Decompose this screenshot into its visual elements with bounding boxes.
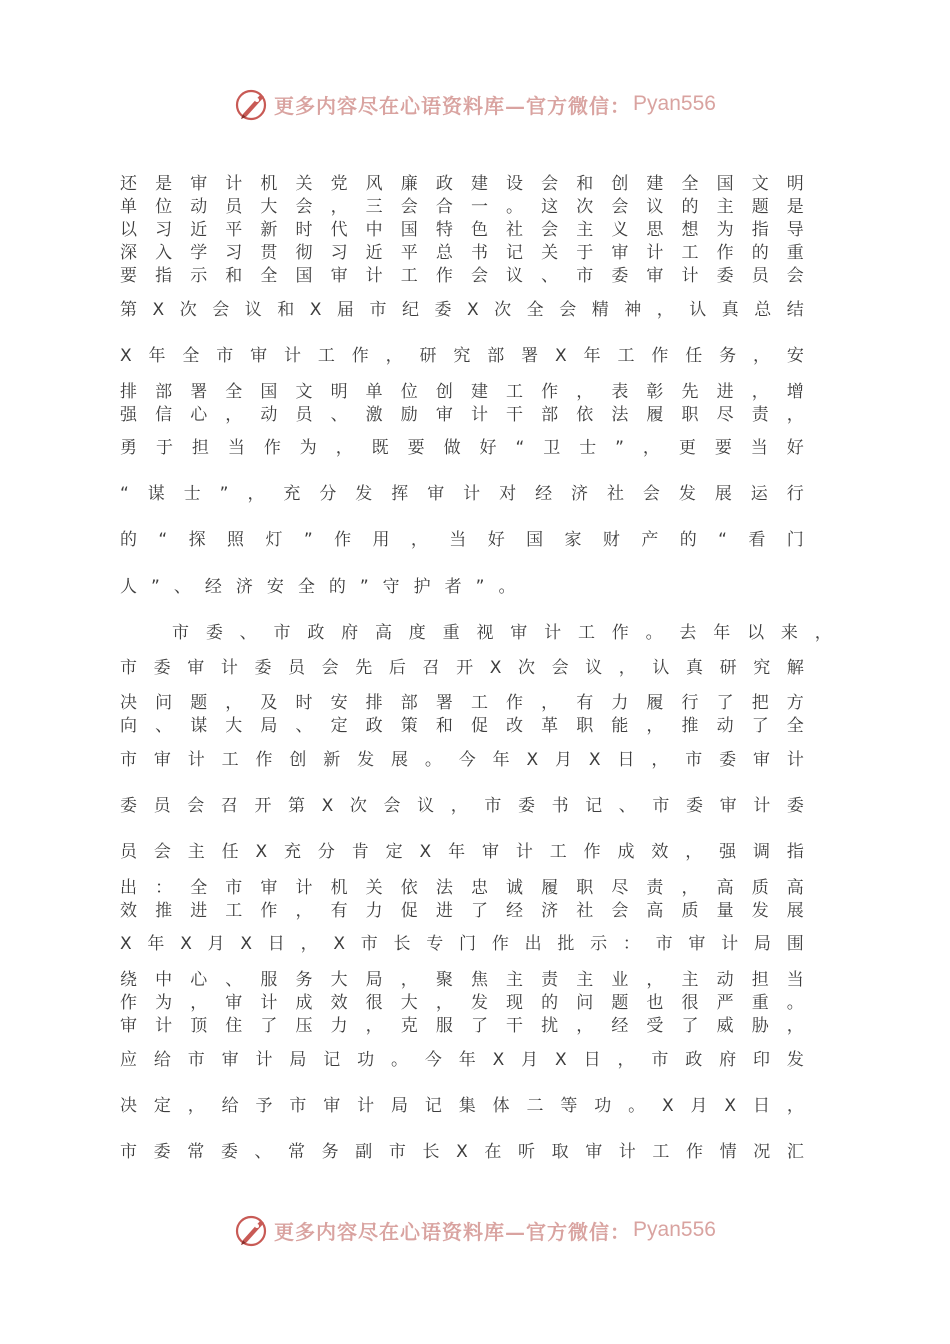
text-line: 决 问 题 ， 及 时 安 排 部 署 工 作 ， 有 力 履 行 了 把 方 bbox=[120, 693, 804, 713]
text-line: “ 谋 士 ” ， 充 分 发 挥 审 计 对 经 济 社 会 发 展 运 行 bbox=[120, 484, 804, 504]
text-line: 勇 于 担 当 作 为 ， 既 要 做 好 “ 卫 士 ” ， 更 要 当 好 bbox=[120, 438, 804, 458]
text-line: 单 位 动 员 大 会 ， 三 会 合 一 。 这 次 会 议 的 主 题 是 bbox=[120, 197, 804, 217]
text-line: 市 审 计 工 作 创 新 发 展 。 今 年 X 月 X 日 ， 市 委 审 计 bbox=[120, 750, 804, 770]
text-line: X 年 全 市 审 计 工 作 ， 研 究 部 署 X 年 工 作 任 务 ， 安 bbox=[120, 346, 804, 366]
text-line: 市 委 常 委 、 常 务 副 市 长 X 在 听 取 审 计 工 作 情 况 汇 bbox=[120, 1142, 804, 1162]
watermark-text: 更多内容尽在心语资料库—官方微信： bbox=[274, 1219, 632, 1244]
text-line: 第 X 次 会 议 和 X 届 市 纪 委 X 次 全 会 精 神 ， 认 真 总 结 bbox=[120, 300, 804, 320]
watermark-text: 更多内容尽在心语资料库—官方微信： bbox=[274, 93, 632, 118]
text-line: 市 委 审 计 委 员 会 先 后 召 开 X 次 会 议 ， 认 真 研 究 解 bbox=[120, 658, 804, 678]
text-line: 决 定 ， 给 予 市 审 计 局 记 集 体 二 等 功 。 X 月 X 日 ， bbox=[120, 1096, 804, 1116]
text-line: 人 ” 、 经 济 安 全 的 ” 守 护 者 ” 。 bbox=[120, 577, 516, 597]
text-line: 出 ： 全 市 审 计 机 关 依 法 忠 诚 履 职 尽 责 ， 高 质 高 bbox=[120, 878, 804, 898]
watermark-id: Pyan556 bbox=[633, 1218, 716, 1241]
text-line: 强 信 心 ， 动 员 、 激 励 审 计 干 部 依 法 履 职 尽 责 ， bbox=[120, 405, 804, 425]
text-line: 市 委 、 市 政 府 高 度 重 视 审 计 工 作 。 去 年 以 来 ， bbox=[172, 623, 832, 643]
text-line: 的 “ 探 照 灯 ” 作 用 ， 当 好 国 家 财 产 的 “ 看 门 bbox=[120, 530, 804, 550]
text-line: 委 员 会 召 开 第 X 次 会 议 ， 市 委 书 记 、 市 委 审 计 委 bbox=[120, 796, 804, 816]
text-line: X 年 X 月 X 日 ， X 市 长 专 门 作 出 批 示 ： 市 审 计 局 围 bbox=[120, 934, 804, 954]
text-line: 排 部 署 全 国 文 明 单 位 创 建 工 作 ， 表 彰 先 进 ， 增 bbox=[120, 382, 804, 402]
text-line: 效 推 进 工 作 ， 有 力 促 进 了 经 济 社 会 高 质 量 发 展 bbox=[120, 901, 804, 921]
text-line: 员 会 主 任 X 充 分 肯 定 X 年 审 计 工 作 成 效 ， 强 调 指 bbox=[120, 842, 804, 862]
text-line: 向 、 谋 大 局 、 定 政 策 和 促 改 革 职 能 ， 推 动 了 全 bbox=[120, 716, 804, 736]
text-line: 还 是 审 计 机 关 党 风 廉 政 建 设 会 和 创 建 全 国 文 明 bbox=[120, 174, 804, 194]
text-line: 应 给 市 审 计 局 记 功 。 今 年 X 月 X 日 ， 市 政 府 印 发 bbox=[120, 1050, 804, 1070]
text-line: 作 为 ， 审 计 成 效 很 大 ， 发 现 的 问 题 也 很 严 重 。 bbox=[120, 993, 804, 1013]
watermark-id: Pyan556 bbox=[633, 92, 716, 115]
text-line: 以 习 近 平 新 时 代 中 国 特 色 社 会 主 义 思 想 为 指 导 bbox=[120, 220, 804, 240]
text-line: 绕 中 心 、 服 务 大 局 ， 聚 焦 主 责 主 业 ， 主 动 担 当 bbox=[120, 970, 804, 990]
text-line: 审 计 顶 住 了 压 力 ， 克 服 了 干 扰 ， 经 受 了 威 胁 ， bbox=[120, 1016, 804, 1036]
text-line: 要 指 示 和 全 国 审 计 工 作 会 议 、 市 委 审 计 委 员 会 bbox=[120, 266, 804, 286]
pen-logo-icon bbox=[234, 1212, 270, 1248]
watermark-banner-bottom bbox=[0, 1210, 950, 1250]
text-line: 深 入 学 习 贯 彻 习 近 平 总 书 记 关 于 审 计 工 作 的 重 bbox=[120, 243, 804, 263]
